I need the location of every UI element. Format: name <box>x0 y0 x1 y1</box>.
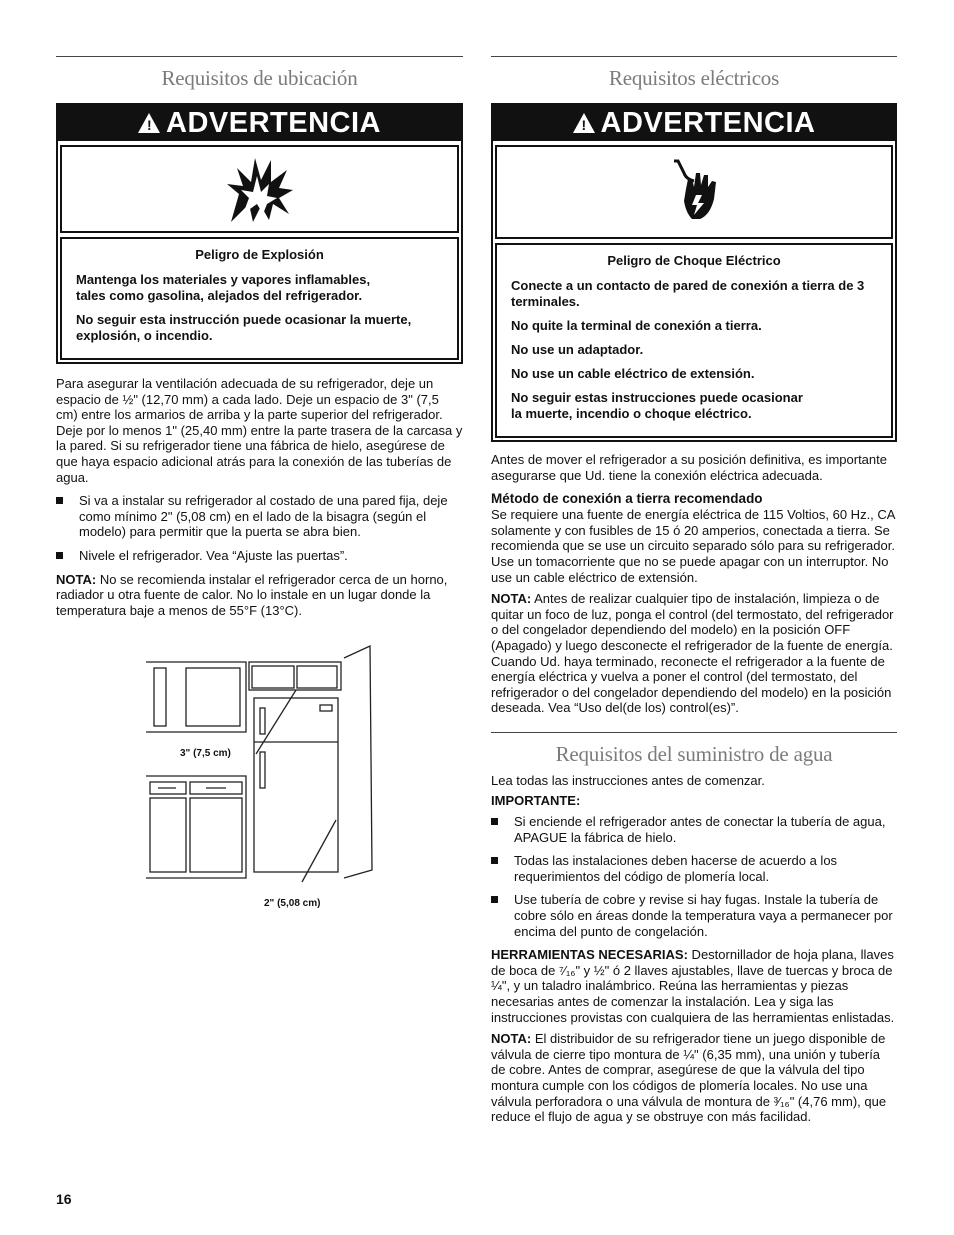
water-note: NOTA: El distribuidor de su refrigerador tiene un juego disponible de válvula de cierre tipo montura de ¼" (6,35 mm), una unión y tubería de cobre. Antes de comprar, asegúrese de que la válvula del tipo montura cumple con los códigos de plomería locales. No use una válvula perforadora o una válvula de montura de ³⁄₁₆" (4,76 mm), que reduce el flujo de agua y se obstruye con más facilidad. <box>491 1031 887 1125</box>
warning-line: No use un cable eléctrico de extensión. <box>511 366 755 381</box>
warning-line: Mantenga los materiales y vapores inflamables, tales como gasolina, alejados del refrigerador. <box>76 272 371 303</box>
shock-warning-box <box>491 103 897 442</box>
top-clearance-label: 3" (7,5 cm) <box>180 748 231 760</box>
clearance-diagram <box>56 642 463 922</box>
list-item: Use tubería de cobre y revise si hay fugas. Instale la tubería de cobre sólo en áreas donde la temperatura vaya a permanecer por encima del punto de congelación. <box>491 892 897 939</box>
location-bullets <box>56 493 463 563</box>
important-label: IMPORTANTE: <box>491 792 581 808</box>
hazard-title: Peligro de Explosión <box>195 247 324 262</box>
side-clearance-label: 2" (5,08 cm) <box>264 898 321 910</box>
water-supply-heading: Requisitos del suministro de agua <box>555 741 833 766</box>
warning-triangle-icon: ! <box>573 113 595 133</box>
warning-line: Conecte a un contacto de pared de conexión a tierra de 3 terminales. <box>511 278 865 309</box>
warning-line: No seguir estas instrucciones puede ocasionar la muerte, incendio o choque eléctrico. <box>511 390 803 421</box>
hazard-title: Peligro de Choque Eléctrico <box>607 253 781 268</box>
electric-shock-hand-icon <box>664 157 724 227</box>
location-note: NOTA: No se recomienda instalar el refrigerador cerca de un horno, radiador u otra fuente de calor. No lo instale en un lugar donde la temperatura baje a menos de 55°F (13°C). <box>56 571 448 618</box>
explosion-icon-box <box>60 145 459 233</box>
right-column <box>491 56 897 1125</box>
ventilation-paragraph: Para asegurar la ventilación adecuada de su refrigerador, deje un espacio de ½" (12,70 mm) a cada lado. Deje un espacio de 3" (7,5 cm) entre los armarios de arriba y la parte superior del refrigerador. Deje por lo menos 1" (25,40 mm) entre la parte trasera de la carcasa y la pared. Si su refrigerador tiene una fábrica de hielo, asegúrese de que haya espacio adicional atrás para la conexión de las tuberías de agua. <box>56 376 463 485</box>
shock-icon-box <box>495 145 893 239</box>
tools-needed: HERRAMIENTAS NECESARIAS: Destornillador de hoja plana, llaves de boca de ⁷⁄₁₆" y ½" ó 2 llaves ajustables, llave de tuercas y broca de ¼", y un taladro inalámbrico. Reúna las herramientas y piezas necesarias antes de comenzar la instalación. Lea y siga las instrucciones provistas con cualquiera de las herramientas enlistadas. <box>491 947 895 1025</box>
grounding-method-text: Se requiere una fuente de energía eléctrica de 115 Voltios, 60 Hz., CA solamente y con fusibles de 15 ó 20 amperios, conectada a tierra. Se recomienda que se use un circuito separado sólo para su refrigerador. Use un tomacorriente que no se puede apagar con un interruptor. No use un cable eléctrico de extensión. <box>491 507 895 585</box>
section-rule <box>491 732 897 733</box>
water-intro: Lea todas las instrucciones antes de comenzar. <box>491 772 765 788</box>
list-item: Nivele el refrigerador. Vea “Ajuste las puertas”. <box>56 548 463 564</box>
electrical-intro: Antes de mover el refrigerador a su posición definitiva, es importante asegurarse que Ud. tiene la conexión eléctrica adecuada. <box>491 452 887 483</box>
grounding-method-heading: Método de conexión a tierra recomendado <box>491 491 763 507</box>
warning-triangle-icon: ! <box>138 113 160 133</box>
explosion-warning-box <box>56 103 463 364</box>
warning-line: No seguir esta instrucción puede ocasionar la muerte, explosión, o incendio. <box>76 312 412 343</box>
refrigerator-clearance-illustration <box>56 642 463 922</box>
shock-warning-text <box>495 243 893 438</box>
left-column <box>56 56 463 922</box>
electrical-requirements-heading: Requisitos eléctricos <box>608 66 780 90</box>
warning-header: ! ADVERTENCIA <box>58 105 461 141</box>
list-item: Si va a instalar su refrigerador al costado de una pared fija, deje como mínimo 2" (5,08 cm) en el lado de la bisagra (según el modelo) para permitir que la puerta se abra bien. <box>56 493 463 540</box>
list-item: Todas las instalaciones deben hacerse de acuerdo a los requerimientos del código de plomería local. <box>491 853 897 884</box>
section-rule <box>56 56 463 57</box>
warning-line: No use un adaptador. <box>511 342 644 357</box>
water-bullets <box>491 814 897 939</box>
electrical-note: NOTA: Antes de realizar cualquier tipo de instalación, limpieza o de quitar un foco de luz, ponga el control (del termostato, del refrigerador o del congelador dependiendo del modelo) en la posición OFF (Apagado) y luego desconecte el refrigerador de la fuente de energía. Cuando Ud. haya terminado, reconecte el refrigerador a la fuente de energía eléctrica y vuelva a poner el control (del termostato, del refrigerador o del congelador dependiendo del modelo) en la posición deseada. Vea “Uso del(de los) control(es)”. <box>491 591 894 716</box>
explosion-warning-text <box>60 237 459 360</box>
location-requirements-heading: Requisitos de ubicación <box>161 66 358 90</box>
warning-line: No quite la terminal de conexión a tierra. <box>511 318 762 333</box>
list-item: Si enciende el refrigerador antes de conectar la tubería de agua, APAGUE la fábrica de hielo. <box>491 814 897 845</box>
warning-header: ! ADVERTENCIA <box>493 105 895 141</box>
page-number: 16 <box>56 1191 72 1207</box>
section-rule <box>491 56 897 57</box>
explosion-icon <box>225 154 295 224</box>
